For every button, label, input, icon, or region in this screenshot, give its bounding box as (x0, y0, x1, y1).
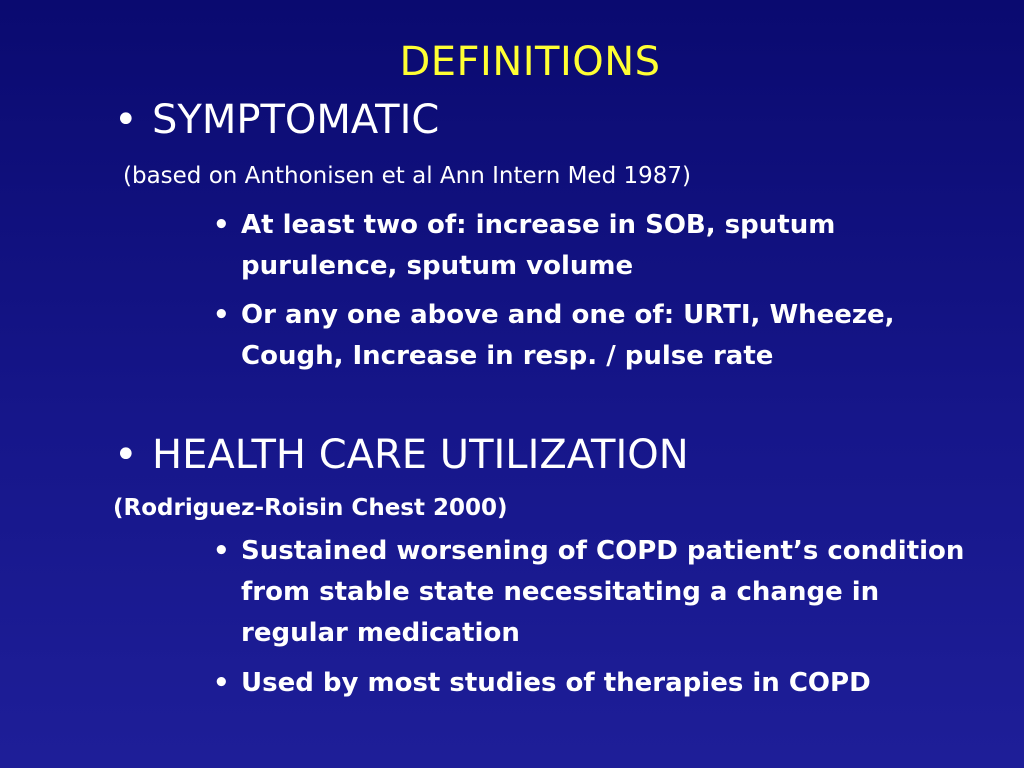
bullet-icon: • (114, 97, 138, 143)
list-item-text: At least two of: increase in SOB, sputum purulence, sputum volume (241, 210, 836, 281)
list-item (213, 295, 973, 377)
section-heading-label: SYMPTOMATIC (152, 97, 440, 143)
bullet-icon: • (213, 536, 230, 566)
slide-title: DEFINITIONS (399, 39, 661, 85)
list-item (213, 663, 973, 704)
section-heading-health-care-utilization (114, 432, 689, 478)
section-heading-symptomatic (114, 97, 439, 143)
bullet-icon: • (213, 210, 230, 240)
section-heading-label: HEALTH CARE UTILIZATION (152, 432, 689, 478)
bullet-icon: • (213, 300, 230, 330)
list-item-text: Or any one above and one of: URTI, Wheeze, Cough, Increase in resp. / pulse rate (241, 300, 895, 371)
list-item (213, 205, 973, 287)
section-reference-rodriguez-roisin: (Rodriguez-Roisin Chest 2000) (113, 495, 508, 521)
list-item-text: Used by most studies of therapies in COPD (241, 668, 871, 698)
list-item (213, 531, 973, 654)
bullet-icon: • (213, 668, 230, 698)
section-reference-anthonisen: (based on Anthonisen et al Ann Intern Med 1987) (123, 163, 691, 189)
list-item-text: Sustained worsening of COPD patient’s condition from stable state necessitating a change in regular medication (241, 536, 965, 648)
bullet-icon: • (114, 432, 138, 478)
